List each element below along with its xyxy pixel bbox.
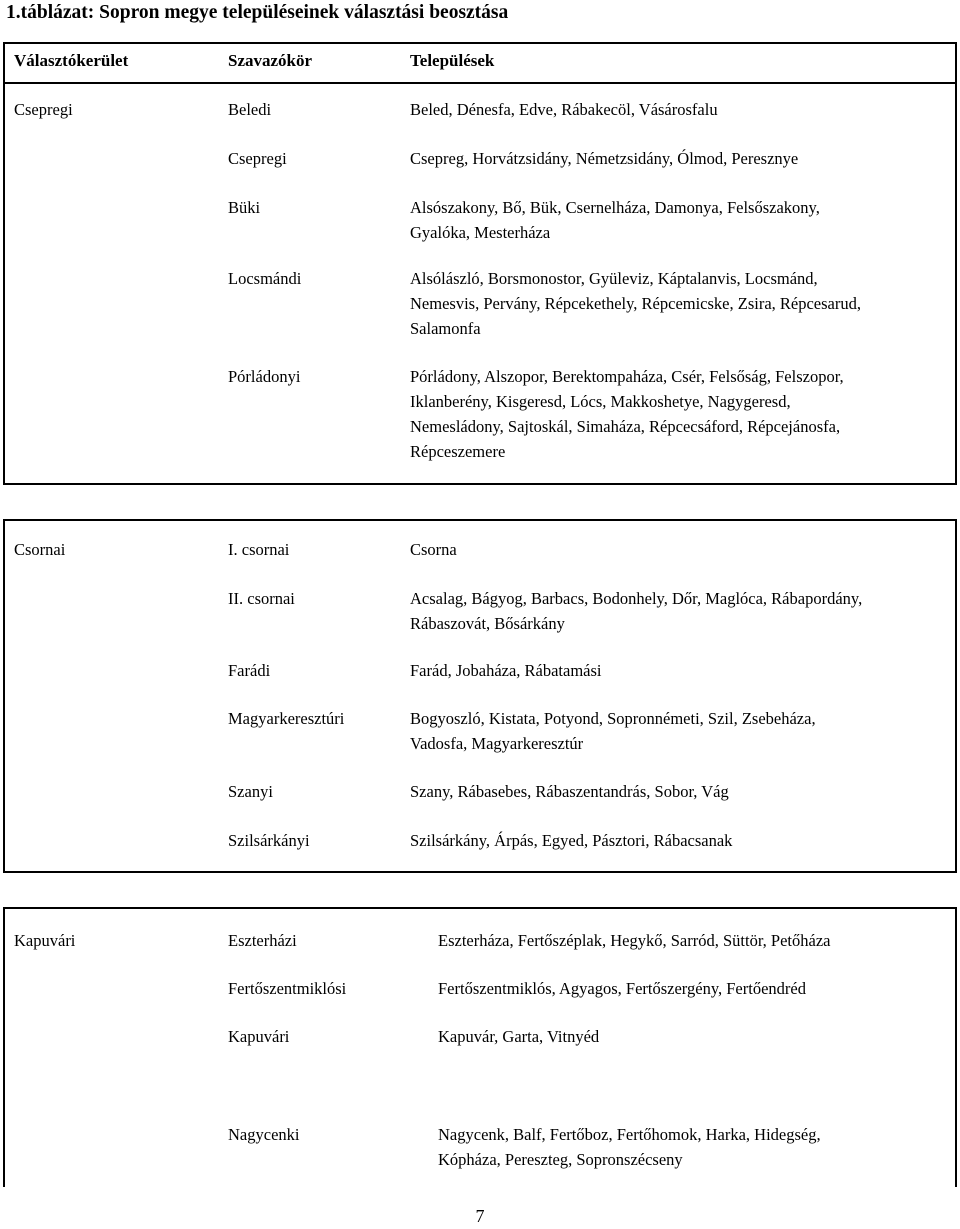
settlements-line: Acsalag, Bágyog, Barbacs, Bodonhely, Dőr, Maglóca, Rábapordány, [410, 589, 863, 608]
circle-cell: II. csornai [228, 589, 295, 608]
settlements-cell [438, 976, 806, 1001]
settlements-cell [438, 1024, 599, 1049]
settlements-cell [410, 97, 718, 122]
settlements-cell [410, 586, 862, 636]
circle-cell: Eszterházi [228, 931, 297, 950]
circle-cell: I. csornai [228, 540, 290, 559]
rule [3, 519, 957, 521]
settlements-line: Beled, Dénesfa, Edve, Rábakecöl, Vásárosfalu [410, 100, 718, 119]
settlements-line: Fertőszentmiklós, Agyagos, Fertőszergény, Fertőendréd [438, 979, 806, 998]
settlements-cell [410, 658, 602, 683]
settlements-line: Rábaszovát, Bősárkány [410, 614, 565, 633]
header-circle: Szavazókör [228, 51, 313, 70]
settlements-line: Nemesládony, Sajtoskál, Simaháza, Répcecsáford, Répcejánosfa, [410, 417, 841, 436]
settlements-line: Szany, Rábasebes, Rábaszentandrás, Sobor, Vág [410, 782, 729, 801]
settlements-line: Vadosfa, Magyarkeresztúr [410, 734, 584, 753]
circle-cell: Locsmándi [228, 269, 302, 288]
circle-cell: Kapuvári [228, 1027, 290, 1046]
district-cell: Csepregi [14, 100, 73, 119]
settlements-line: Csorna [410, 540, 457, 559]
settlements-line: Salamonfa [410, 319, 481, 338]
circle-cell: Pórládonyi [228, 367, 301, 386]
page-number: 7 [475, 1206, 485, 1226]
settlements-cell [410, 706, 816, 756]
settlements-cell [410, 537, 457, 562]
settlements-cell [410, 364, 844, 464]
settlements-line: Répceszemere [410, 442, 506, 461]
settlements-cell [410, 146, 798, 171]
circle-cell: Büki [228, 198, 261, 217]
circle-cell: Nagycenki [228, 1125, 300, 1144]
settlements-line: Gyalóka, Mesterháza [410, 223, 551, 242]
settlements-line: Pórládony, Alszopor, Berektompaháza, Csér, Felsőság, Felszopor, [410, 367, 844, 386]
circle-cell: Csepregi [228, 149, 287, 168]
circle-cell: Szanyi [228, 782, 273, 801]
settlements-line: Farád, Jobaháza, Rábatamási [410, 661, 602, 680]
settlements-line: Nemesvis, Pervány, Répcekethely, Répcemicske, Zsira, Répcesarud, [410, 294, 861, 313]
settlements-line: Kópháza, Pereszteg, Sopronszécseny [438, 1150, 683, 1169]
settlements-line: Iklanberény, Kisgeresd, Lócs, Makkoshetye, Nagygeresd, [410, 392, 791, 411]
settlements-line: Alsólászló, Borsmonostor, Gyüleviz, Káptalanvis, Locsmánd, [410, 269, 818, 288]
rule [955, 42, 957, 485]
rule [955, 907, 957, 1187]
settlements-cell [410, 779, 729, 804]
rule [3, 907, 5, 1187]
header-settlements: Települések [410, 51, 495, 70]
settlements-line: Csepreg, Horvátzsidány, Németzsidány, Ólmod, Peresznye [410, 149, 799, 168]
district-cell: Csornai [14, 540, 66, 559]
rule [3, 907, 957, 909]
settlements-line: Szilsárkány, Árpás, Egyed, Pásztori, Rábacsanak [410, 831, 733, 850]
rule [3, 82, 957, 84]
rule [3, 483, 957, 485]
header-district: Választókerület [14, 51, 129, 70]
settlements-cell [410, 828, 732, 853]
rule [955, 519, 957, 873]
district-cell: Kapuvári [14, 931, 76, 950]
circle-cell: Szilsárkányi [228, 831, 310, 850]
settlements-line: Alsószakony, Bő, Bük, Csernelháza, Damonya, Felsőszakony, [410, 198, 820, 217]
settlements-cell [438, 928, 830, 953]
settlements-cell [410, 195, 820, 245]
rule [3, 871, 957, 873]
settlements-line: Kapuvár, Garta, Vitnyéd [438, 1027, 600, 1046]
settlements-cell [438, 1122, 821, 1172]
settlements-line: Bogyoszló, Kistata, Potyond, Sopronnémeti, Szil, Zsebeháza, [410, 709, 816, 728]
rule [3, 42, 5, 485]
rule [3, 42, 957, 44]
circle-cell: Magyarkeresztúri [228, 709, 345, 728]
settlements-cell [410, 266, 861, 341]
table-title: 1.táblázat: Sopron megye településeinek választási beosztása [6, 2, 509, 23]
circle-cell: Beledi [228, 100, 272, 119]
rule [3, 519, 5, 873]
circle-cell: Farádi [228, 661, 271, 680]
settlements-line: Eszterháza, Fertőszéplak, Hegykő, Sarród, Süttör, Petőháza [438, 931, 831, 950]
settlements-line: Nagycenk, Balf, Fertőboz, Fertőhomok, Harka, Hidegség, [438, 1125, 821, 1144]
circle-cell: Fertőszentmiklósi [228, 979, 347, 998]
